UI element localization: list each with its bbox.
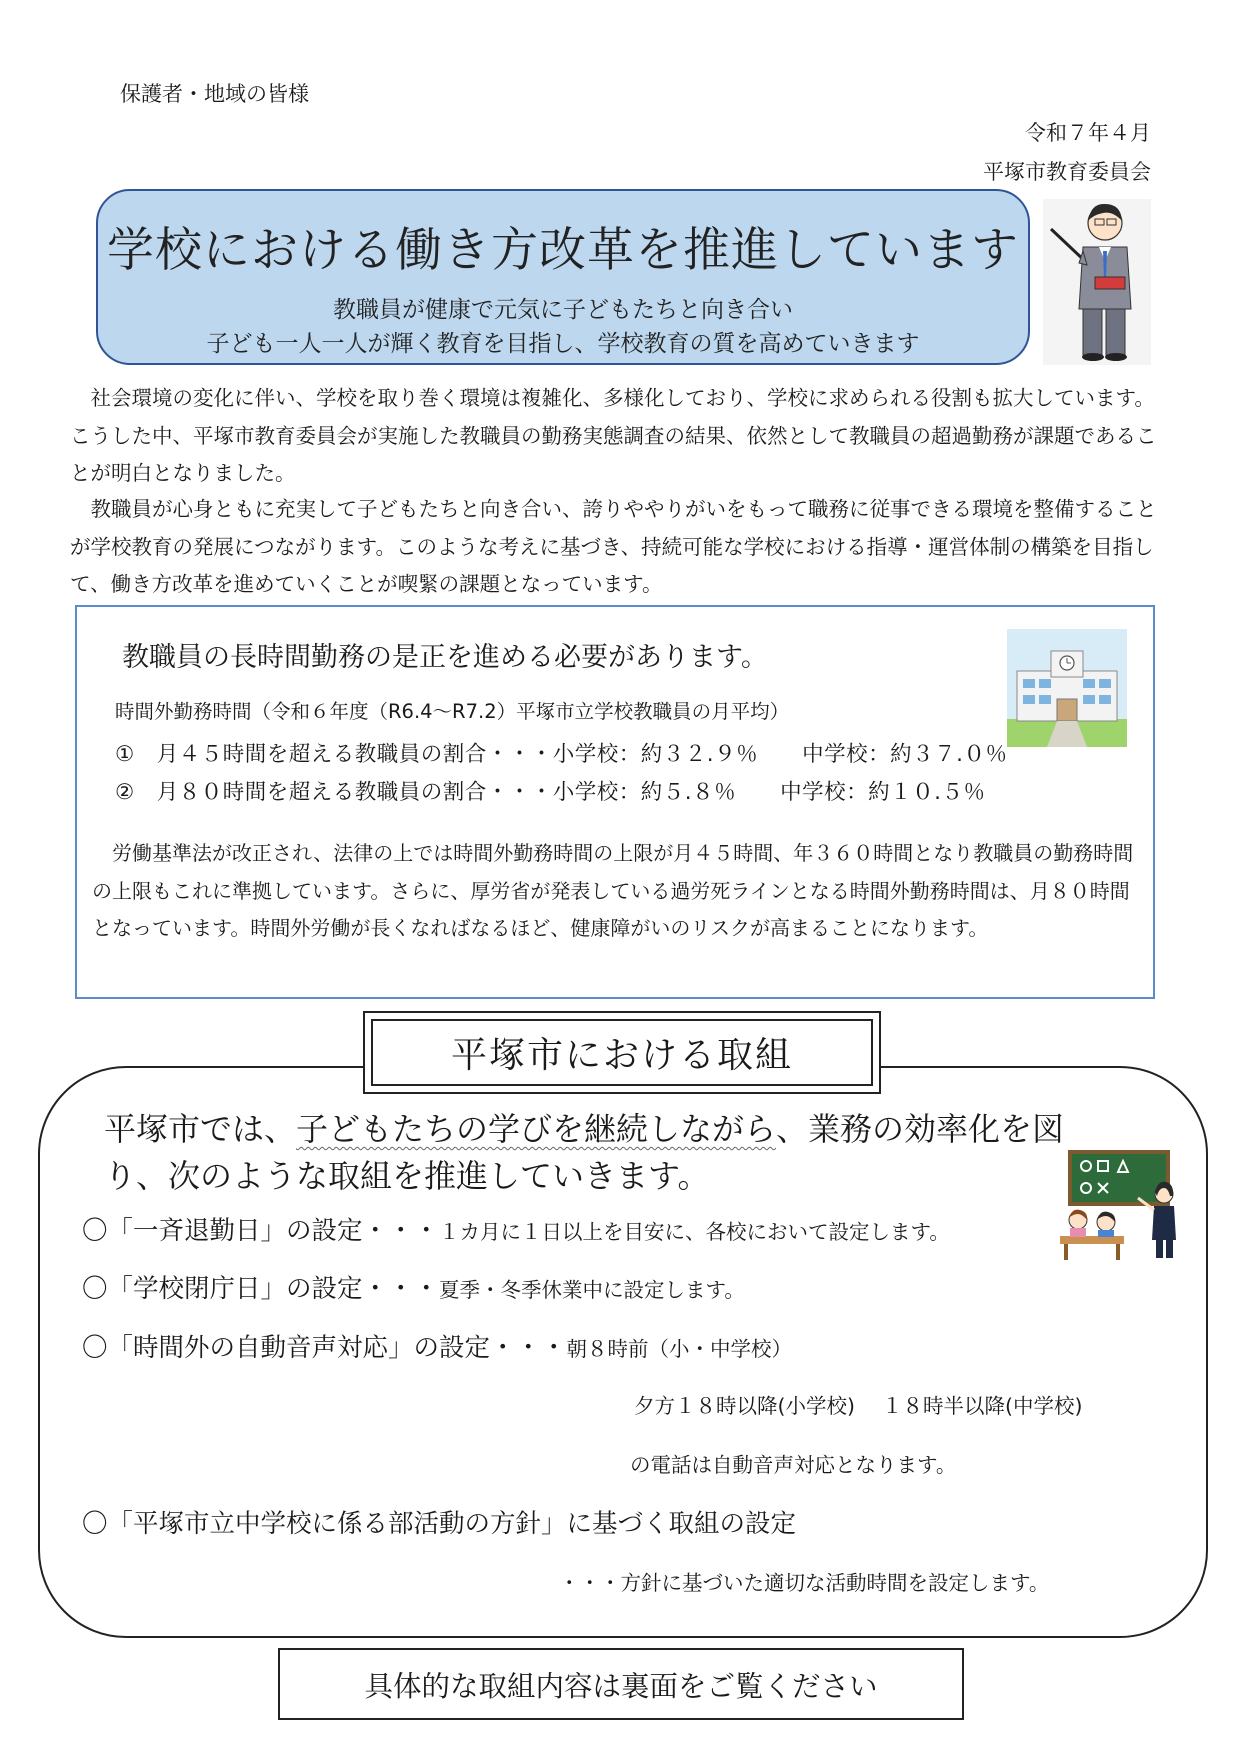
overtime-stat-45h: ① 月４５時間を超える教職員の割合・・・小学校：約３２.９％ 中学校：約３７.０％ <box>115 742 1008 767</box>
overtime-info-box <box>75 605 1155 999</box>
intro-paragraph-1: 社会環境の変化に伴い、学校を取り巻く環境は複雑化、多様化しており、学校に求められる役割も拡大しています。こうした中、平塚市教育委員会が実施した教職員の勤務実態調査の結果、依然として教職員の超過勤務が課題であることが明白となりました。 <box>70 386 1157 485</box>
initiatives-title-frame <box>363 1011 881 1094</box>
overtime-stat-80h: ② 月８０時間を超える教職員の割合・・・小学校：約５.８％ 中学校：約１０.５％ <box>115 780 986 805</box>
info-caption: 時間外勤務時間（令和６年度（R6.4～R7.2）平塚市立学校教職員の月平均） <box>115 700 790 723</box>
initiative-item-4-detail: ・・・方針に基づいた適切な活動時間を設定します。 <box>559 1571 1050 1595</box>
initiative-item-4: 〇「平塚市立中学校に係る部活動の方針」に基づく取組の設定 <box>82 1509 797 1539</box>
info-heading: 教職員の長時間勤務の是正を進める必要があります。 <box>122 642 768 673</box>
intro-paragraph-2: 教職員が心身ともに充実して子どもたちと向き合い、誇りややりがいをもって職務に従事できる環境を整備することが学校教育の発展につながります。このような考えに基づき、持続可能な学校における指導・運営体制の構築を目指して、働き方改革を進めていくことが喫緊の課題となっています。 <box>70 497 1157 596</box>
teacher-illustration <box>1043 199 1151 365</box>
issue-date: 令和７年４月 <box>1025 121 1151 145</box>
closing-note: 具体的な取組内容は裏面をご覧ください <box>278 1648 964 1720</box>
classroom-illustration <box>1060 1148 1188 1261</box>
initiative-item-2: 〇「学校閉庁日」の設定・・・夏季・冬季休業中に設定します。 <box>82 1274 745 1304</box>
initiative-item-3-detail-3: の電話は自動音声対応となります。 <box>630 1453 957 1477</box>
title-box <box>96 189 1030 365</box>
page-title: 学校における働き方改革を推進しています <box>107 223 1019 278</box>
initiatives-title: 平塚市における取組 <box>371 1019 873 1086</box>
title-subtitle-2: 子ども一人一人が輝く教育を目指し、学校教育の質を高めていきます <box>206 331 920 357</box>
issuer: 平塚市教育委員会 <box>983 160 1151 184</box>
initiative-item-3: 〇「時間外の自動音声対応」の設定・・・朝８時前（小・中学校） <box>82 1333 793 1363</box>
addressee: 保護者・地域の皆様 <box>120 82 309 106</box>
school-building-illustration <box>1007 629 1127 747</box>
initiatives-intro: 平塚市では、子どもたちの学びを継続しながら、業務の効率化を図り、次のような取組を推進していきます。 <box>104 1110 1065 1195</box>
initiative-item-3-detail-2: 夕方１８時以降(小学校) １８時半以降(中学校) <box>634 1394 1083 1418</box>
title-subtitle-1: 教職員が健康で元気に子どもたちと向き合い <box>333 297 793 323</box>
initiative-item-1: 〇「一斉退勤日」の設定・・・１カ月に１日以上を目安に、各校において設定します。 <box>82 1216 950 1246</box>
info-paragraph: 労働基準法が改正され、法律の上では時間外勤務時間の上限が月４５時間、年３６０時間となり教職員の勤務時間の上限もこれに準拠しています。さらに、厚労省が発表している過労死ラインとなる時間外勤務時間は、月８０時間となっています。時間外労働が長くなればなるほど、健康障がいのリスクが高まることになります。 <box>92 841 1134 940</box>
